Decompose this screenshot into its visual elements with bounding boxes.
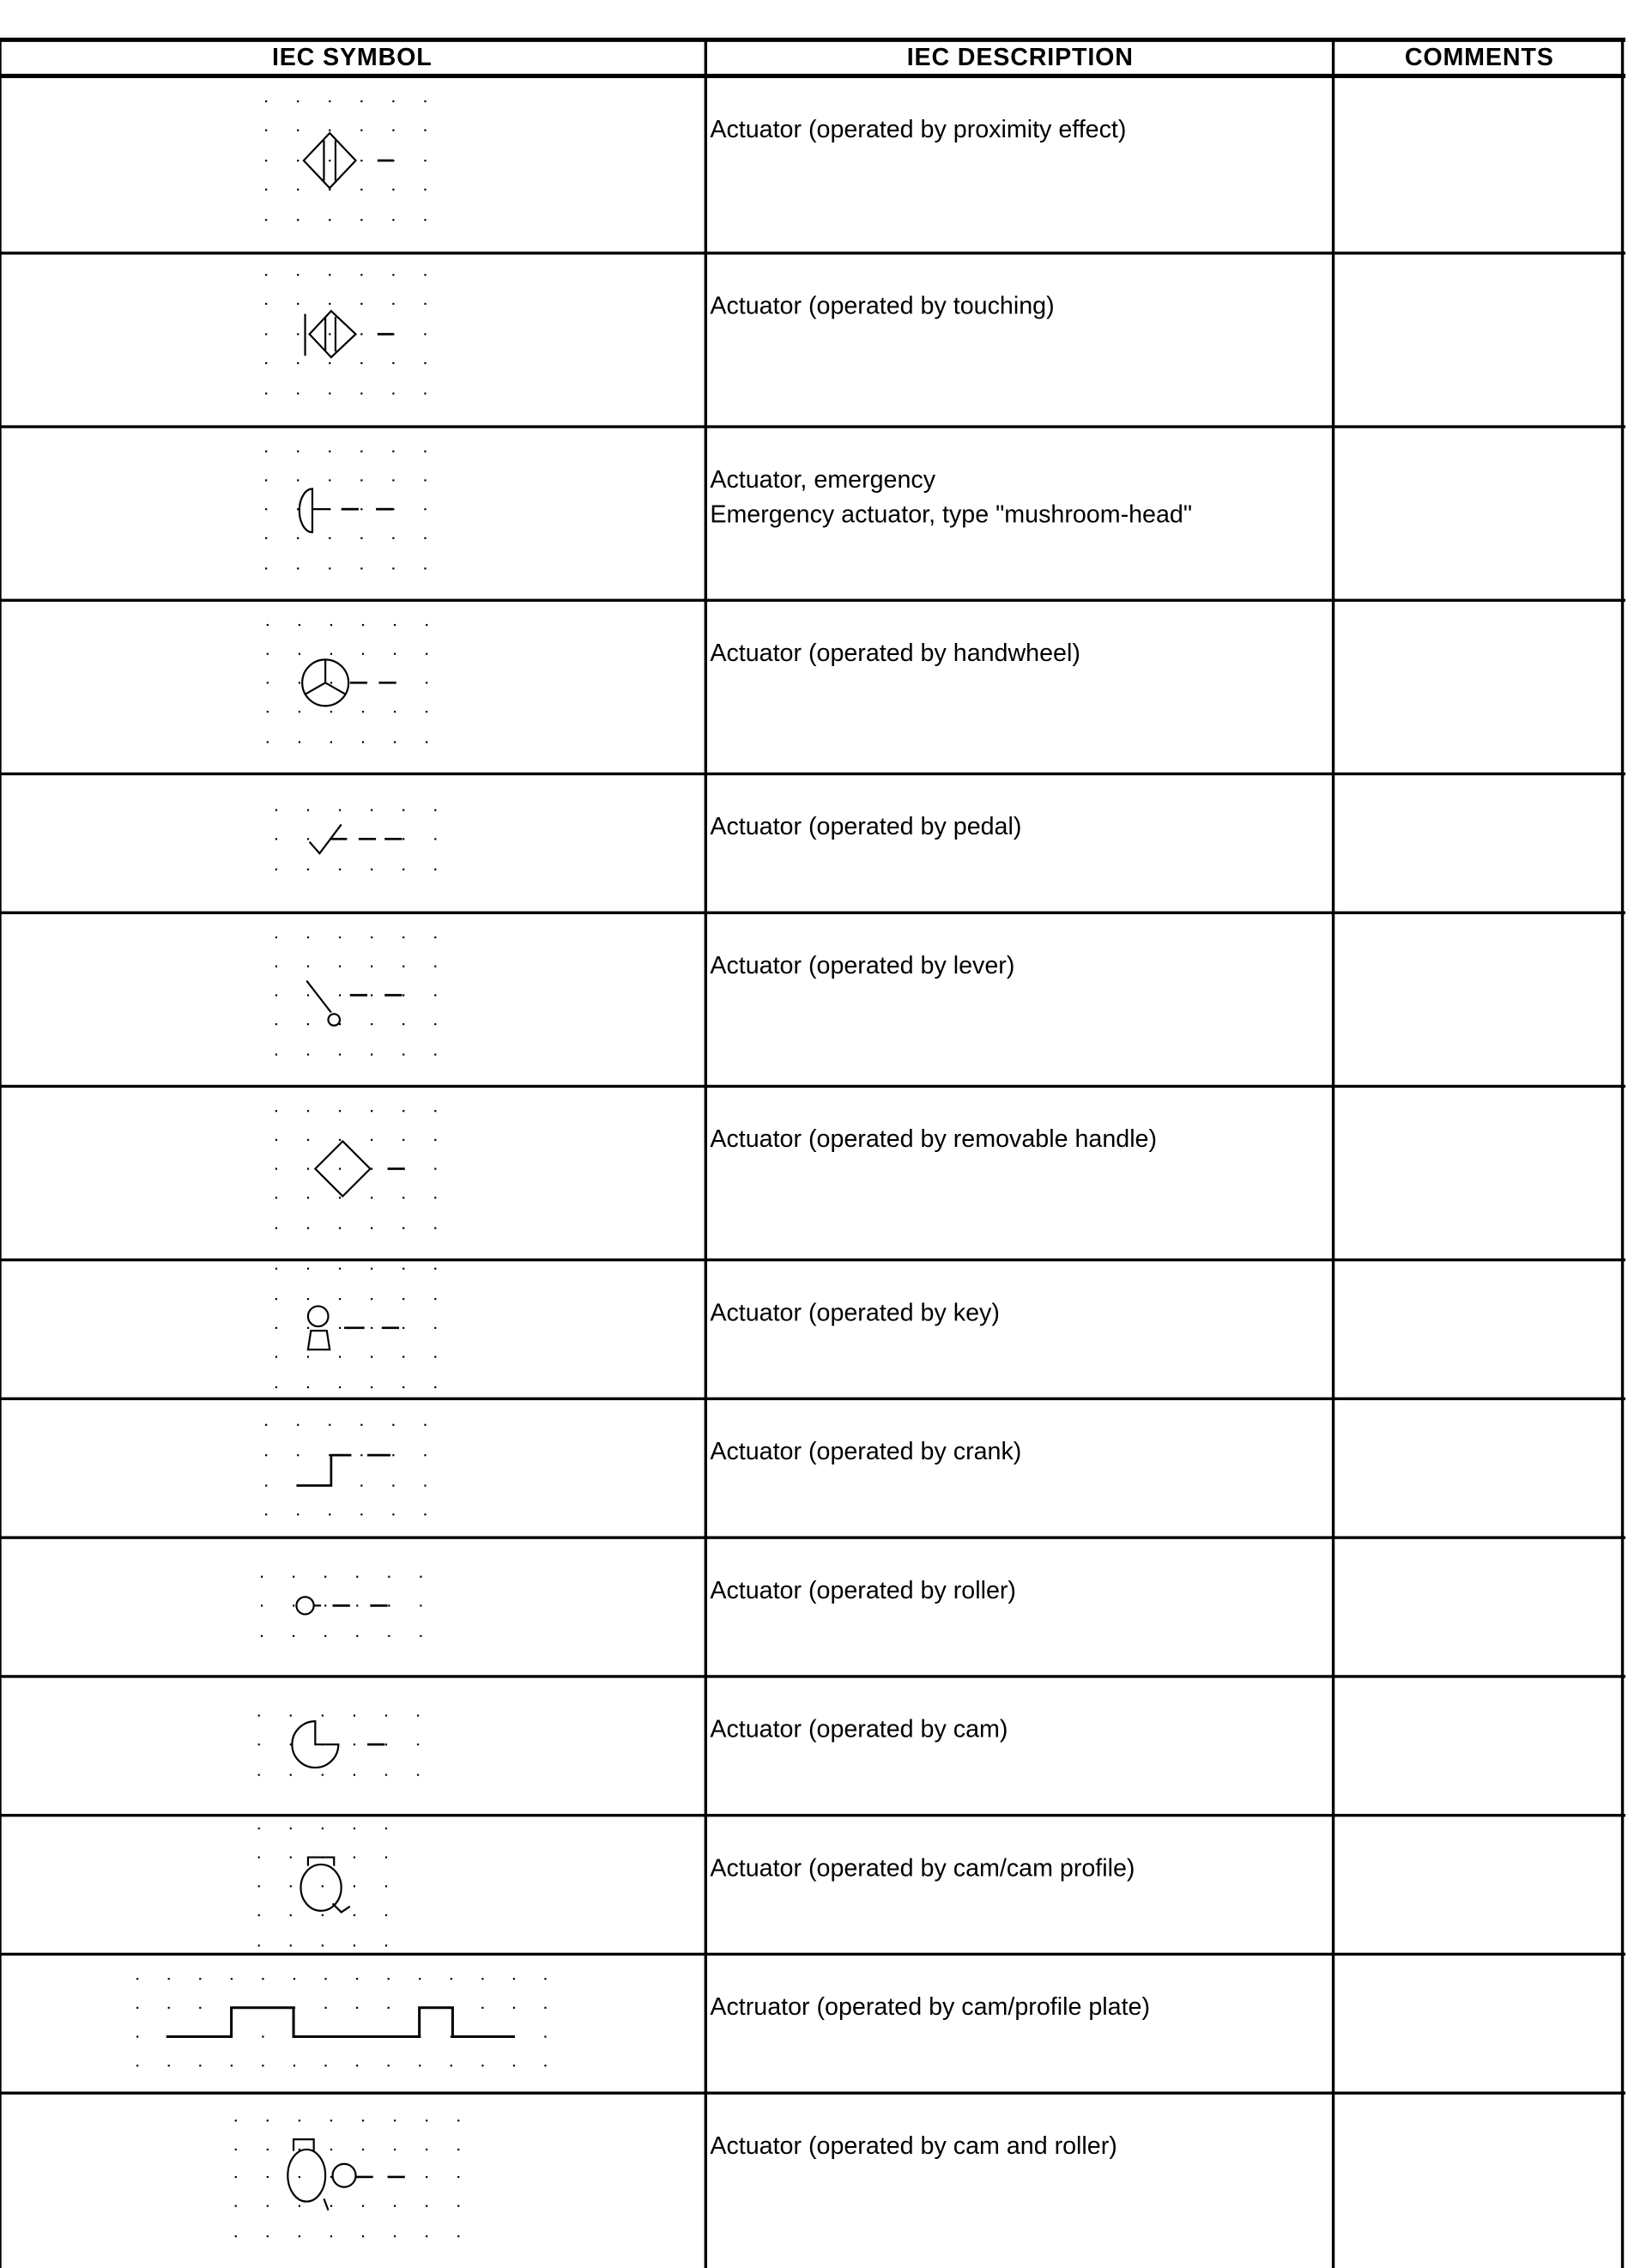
- description-line: Actruator (operated by cam/profile plate): [710, 1992, 1151, 2021]
- description-line: Actuator (operated by removable handle): [710, 1125, 1158, 1153]
- description-line: Actuator (operated by lever): [710, 951, 1015, 979]
- roller-actuator-icon: [261, 1576, 422, 1637]
- header-iec-description: IEC DESCRIPTION: [906, 43, 1134, 71]
- removable-handle-actuator-icon: [275, 1110, 437, 1229]
- cam-actuator-icon: [258, 1714, 420, 1775]
- description-line: Emergency actuator, type "mushroom-head": [710, 500, 1193, 529]
- crank-actuator-icon: [265, 1424, 427, 1516]
- cam-profile-actuator-icon: [258, 1828, 387, 1947]
- proximity-actuator-icon: [265, 100, 427, 221]
- pedal-actuator-icon: [275, 810, 437, 870]
- description-line: Actuator (operated by key): [710, 1299, 1000, 1327]
- description-line: Actuator, emergency: [710, 465, 936, 494]
- cam-profile-plate-actuator-icon: [136, 1978, 547, 2066]
- handwheel-actuator-icon: [267, 624, 428, 743]
- description-line: Actuator (operated by touching): [710, 292, 1055, 320]
- description-line: Actuator (operated by cam): [710, 1715, 1008, 1743]
- description-line: Actuator (operated by cam and roller): [710, 2132, 1117, 2160]
- key-actuator-icon: [275, 1268, 437, 1388]
- header-iec-symbol: IEC SYMBOL: [271, 43, 433, 71]
- description-line: Actuator (operated by roller): [710, 1576, 1016, 1604]
- touch-actuator-icon: [265, 274, 427, 394]
- description-line: Actuator (operated by cam/cam profile): [710, 1854, 1135, 1883]
- description-line: Actuator (operated by handwheel): [710, 639, 1080, 667]
- description-line: Actuator (operated by pedal): [710, 812, 1022, 840]
- description-line: Actuator (operated by proximity effect): [710, 115, 1127, 143]
- header-comments: COMMENTS: [1404, 43, 1554, 71]
- lever-actuator-icon: [275, 937, 437, 1056]
- cam-and-roller-actuator-icon: [235, 2119, 460, 2237]
- description-line: Actuator (operated by crank): [710, 1437, 1022, 1465]
- mushroom-head-actuator-icon: [265, 451, 427, 570]
